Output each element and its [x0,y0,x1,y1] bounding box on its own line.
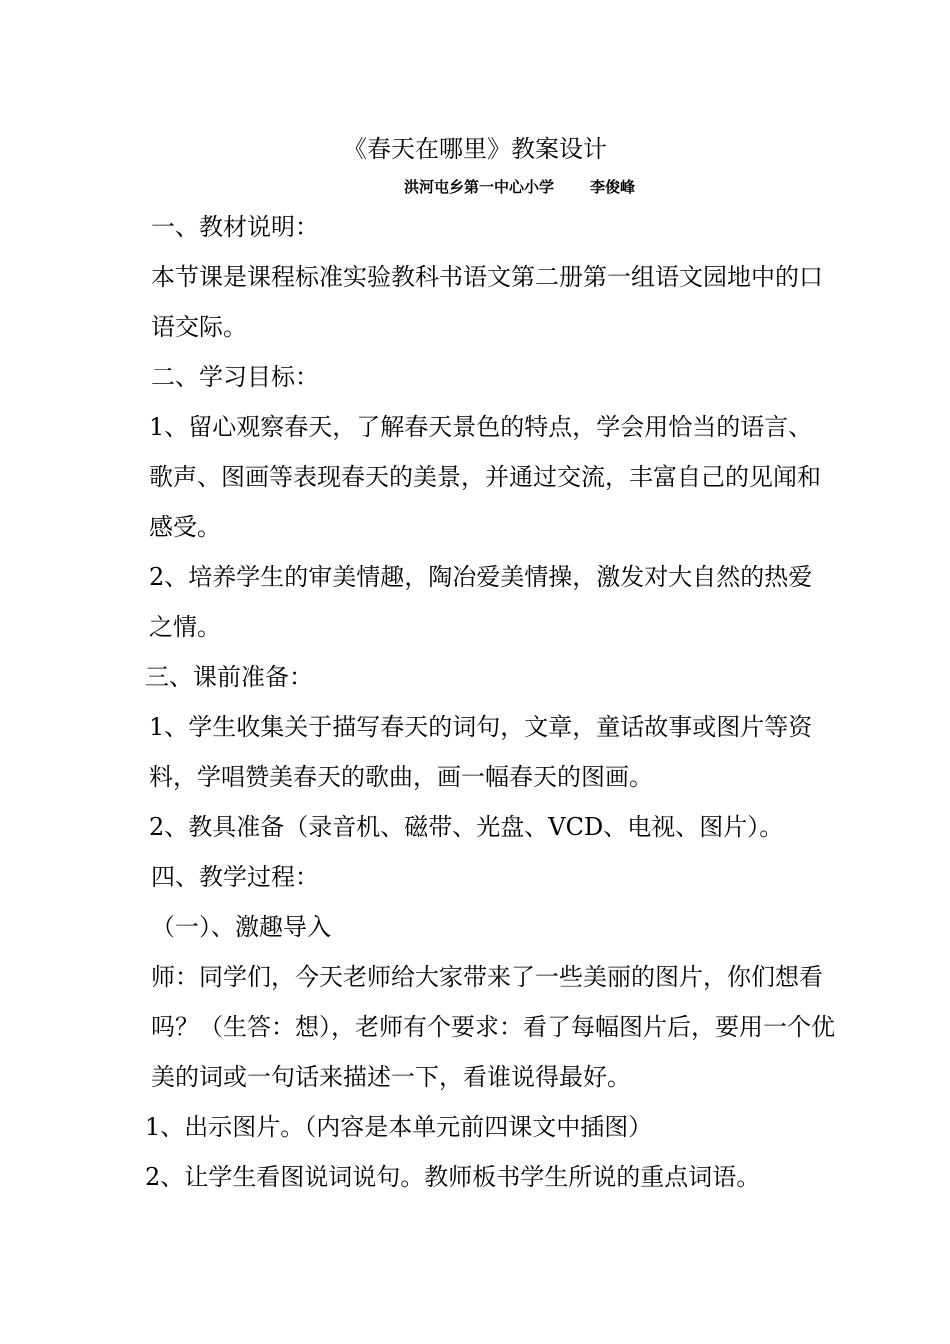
paragraph: 师：同学们，今天老师给大家带来了一些美丽的图片，你们想看吗？（生答：想），老师有个要求：看了每幅图片后，要用一个优美的词或一句话来描述一下，看谁说得最好。 [151,963,835,1091]
section-heading: 三、课前准备： [145,663,313,691]
paragraph: 本节课是课程标准实验教科书语文第二册第一组语文园地中的口语交际。 [151,263,823,341]
paragraph: 2、教具准备（录音机、磁带、光盘、VCD、电视、图片）。 [149,813,784,841]
paragraph: 2、让学生看图说词说句。教师板书学生所说的重点词语。 [145,1163,761,1191]
section-heading: 一、教材说明： [151,213,319,241]
subsection-heading: （一）、激趣导入 [151,913,331,941]
byline [404,176,635,198]
section-heading: 二、学习目标： [151,363,319,391]
document-body [145,202,835,1202]
paragraph: 1、留心观察春天，了解春天景色的特点，学会用恰当的语言、歌声、图画等表现春天的美景，并通过交流，丰富自己的见闻和感受。 [149,413,821,541]
paragraph: 1、出示图片。（内容是本单元前四课文中插图） [145,1113,653,1141]
section-heading: 四、教学过程： [151,863,319,891]
paragraph: 1、学生收集关于描写春天的词句，文章，童话故事或图片等资料，学唱赞美春天的歌曲，画一幅春天的图画。 [149,713,813,791]
author-name: 李俊峰 [590,178,636,196]
school-name: 洪河屯乡第一中心小学 [404,178,555,196]
document-title: 《春天在哪里》教案设计 [343,135,607,163]
paragraph: 2、培养学生的审美情趣，陶冶爱美情操，激发对大自然的热爱之情。 [149,563,813,641]
